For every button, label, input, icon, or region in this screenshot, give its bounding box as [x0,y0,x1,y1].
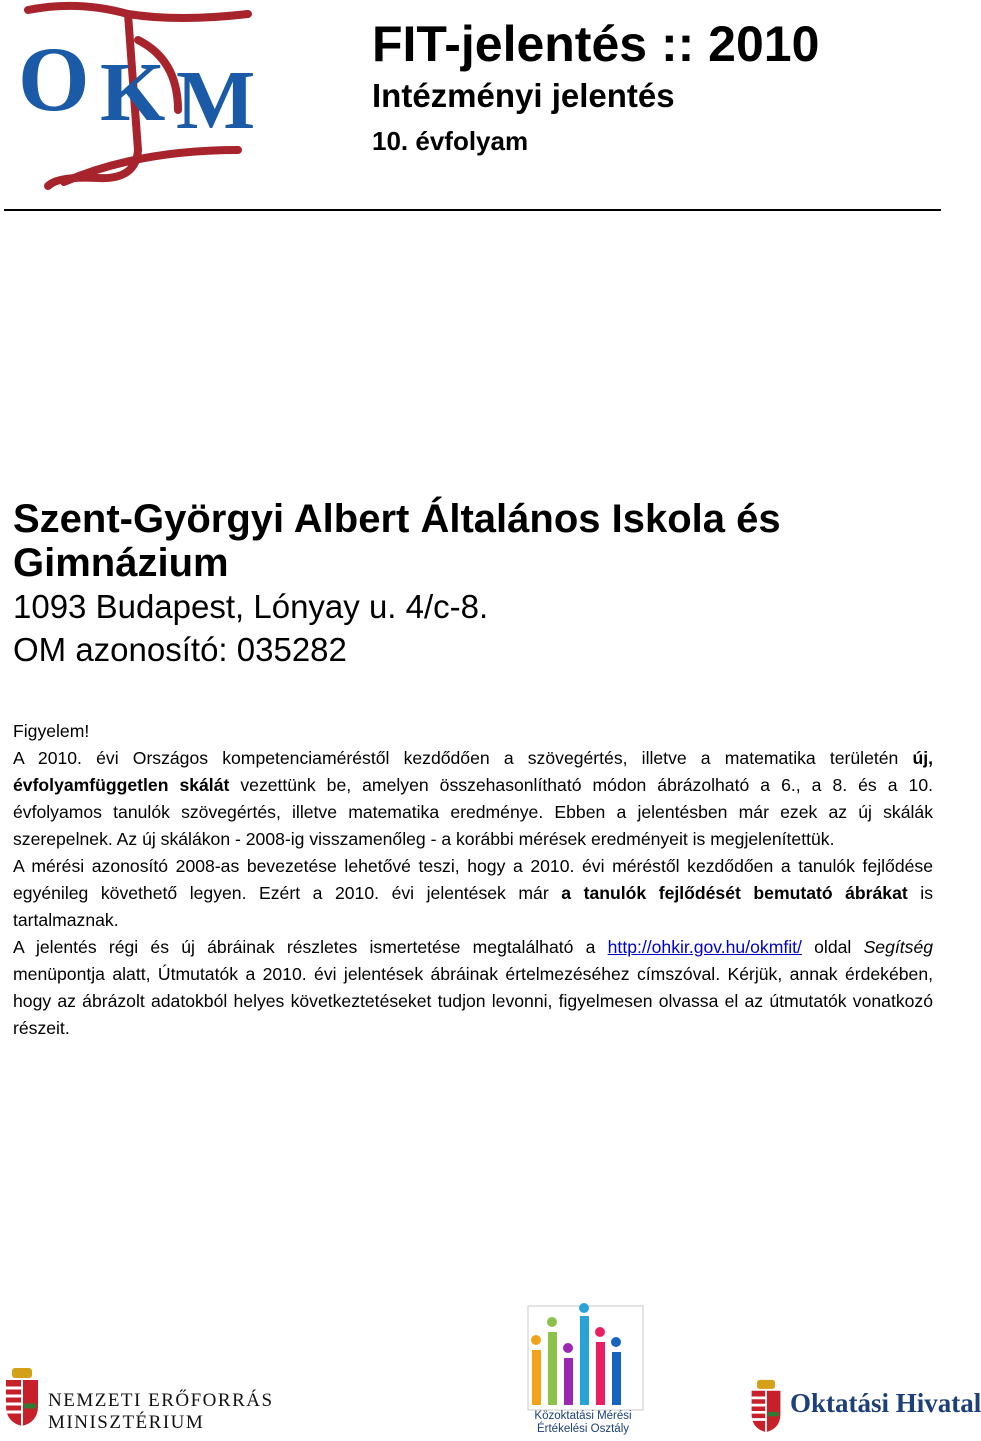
oktatasi-hivatal-logo [748,1376,981,1438]
school-address: 1093 Budapest, Lónyay u. 4/c-8. [13,588,489,625]
svg-text:O: O [18,28,90,130]
okmfit-link[interactable]: http://ohkir.gov.hu/okmfit/ [607,937,802,957]
report-header [372,14,819,164]
school-om-id: OM azonosító: 035282 [13,631,347,668]
kmeo-line-1: Közoktatási Mérési [534,1410,632,1422]
p3-text-a: A jelentés régi és új ábráinak részletes ismertetése megtalálható a [13,937,608,957]
ministry-logo [2,1366,402,1433]
oh-coat-of-arms-icon [748,1376,784,1436]
kmeo-line-2: Értékelési Osztály [536,1423,630,1435]
svg-text:M: M [176,54,256,147]
okm-logo-icon [18,0,270,196]
p1-text-c: vezettünk be, amelyen összehasonlítható módon ábrázolható a 6., a 8. és a 10. évfolyamos tanulók szövegértés, illetve matematika eredménye. Ebben a jelentésben már ezek az új skálák szerepelnek. Az új skálákon - 2008-ig visszamenőleg - a korábbi mérések eredményeit is megjelenítettük. [13,775,933,849]
header-divider [4,209,941,211]
report-title: FIT-jelentés :: 2010 [372,16,820,72]
hungarian-coat-of-arms-icon [2,1366,42,1428]
p3-italic: Segítség [863,937,934,957]
p2-text-c: is tartalmaznak. [13,883,933,930]
p2-bold: a tanulók fejlődését bemutató ábrákat [561,883,908,903]
kmeo-bars-icon [522,1302,644,1410]
notice-paragraph-1 [13,745,933,853]
p1-text-a: A 2010. évi Országos kompetenciaméréstől kezdődően a szövegértés, illetve a matematika területén [13,748,913,768]
p3-text-b: oldal [801,937,864,957]
notice-section [13,718,933,1042]
p3-text-c: menüpontja alatt, Útmutatók a 2010. évi jelentések ábráinak értelmezéséhez címszóval. Kérjük, annak érdekében, hogy az ábrázolt adatokból helyes következtetéseket tudjon levonni, figyelmesen olvassa el az útmutatók vonatkozó részeit. [13,964,933,1038]
ministry-name: NEMZETI ERŐFORRÁS MINISZTÉRIUM [48,1390,274,1433]
notice-heading: Figyelem! [13,721,90,741]
school-name: Szent-Györgyi Albert Általános Iskola és Gimnázium [13,497,781,585]
oh-name: Oktatási Hivatal [790,1388,981,1418]
report-grade: 10. évfolyam [372,126,529,156]
school-block [13,497,933,671]
p1-bold: új, évfolyamfüggetlen skálát [13,748,933,795]
kmeo-logo [522,1302,644,1439]
notice-paragraph-2 [13,853,933,934]
svg-text:K: K [100,46,166,139]
report-subtitle: Intézményi jelentés [372,77,675,114]
p2-text-a: A mérési azonosító 2008-as bevezetése lehetővé teszi, hogy a 2010. évi méréstől kezdődően a tanulók fejlődése egyénileg követhető legyen. Ezért a 2010. évi jelentések már [13,856,933,903]
notice-paragraph-3 [13,934,933,1042]
